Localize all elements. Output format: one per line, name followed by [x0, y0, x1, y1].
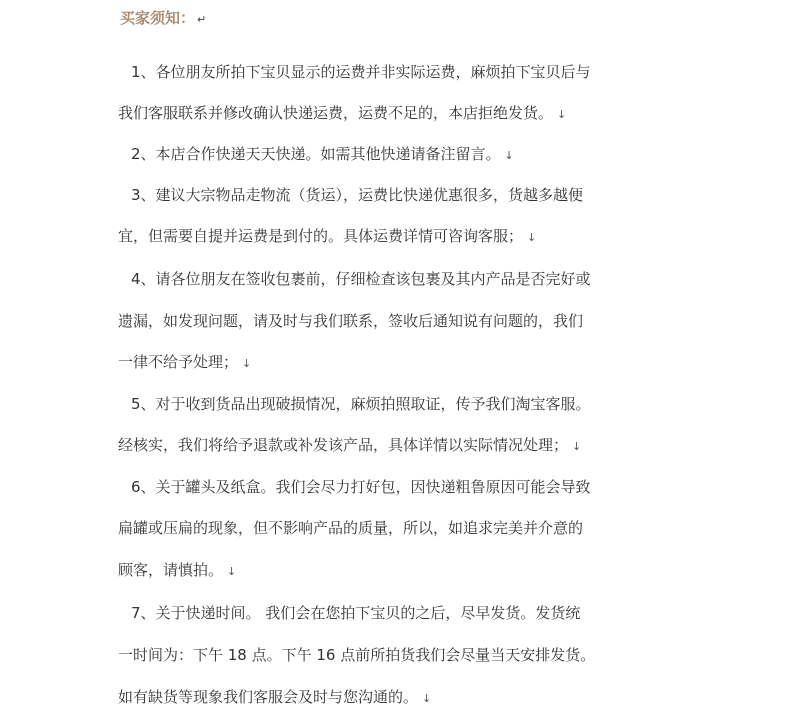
notice-line: [131, 477, 591, 497]
notice-line-text: 如有缺货等现象我们客服会及时与您沟通的。: [118, 688, 419, 706]
notice-line: [131, 62, 591, 82]
notice-line: [131, 603, 580, 623]
notice-line-text: 4、请各位朋友在签收包裹前，仔细检查该包裹及其内产品是否完好或: [131, 270, 591, 288]
line-break-mark: ↓: [227, 565, 237, 578]
notice-line-text: 一律不给予处理；: [118, 353, 239, 371]
notice-line: [131, 269, 591, 289]
notice-line-text: 扁罐或压扁的现象，但不影响产品的质量，所以，如追求完美并介意的: [118, 519, 584, 537]
notice-line-text: 顾客，请慎拍。: [118, 561, 224, 579]
notice-line: [118, 435, 581, 457]
notice-line-text: 5、对于收到货品出现破损情况，麻烦拍照取证，传予我们淘宝客服。: [131, 395, 591, 413]
notice-line-text: 宜，但需要自提并运费是到付的。具体运费详情可咨询客服；: [118, 227, 524, 245]
line-break-mark: ↓: [242, 357, 252, 370]
line-break-mark: ↓: [572, 440, 582, 453]
notice-line-text: 2、本店合作快递天天快递。如需其他快递请备注留言。: [131, 145, 501, 163]
notice-line-text: 3、建议大宗物品走物流（货运），运费比快递优惠很多，货越多越便: [131, 186, 584, 204]
notice-line: [131, 394, 591, 414]
notice-line: [131, 185, 583, 205]
line-break-mark: ↓: [557, 108, 567, 121]
notice-line: [118, 687, 431, 709]
line-break-mark: ↓: [422, 692, 432, 705]
notice-line-text: 经核实，我们将给予退款或补发该产品，具体详情以实际情况处理；: [118, 436, 569, 454]
notice-title: [120, 7, 206, 28]
notice-line: [118, 352, 251, 374]
notice-line: [118, 226, 536, 248]
notice-line-text: 1、各位朋友所拍下宝贝显示的运费并非实际运费，麻烦拍下宝贝后与: [131, 63, 591, 81]
notice-line-text: 我们客服联系并修改确认快递运费，运费不足的，本店拒绝发货。: [118, 104, 554, 122]
notice-line: [118, 311, 583, 331]
notice-line-text: 一时间为：下午 18 点。下午 16 点前所拍货我们会尽量当天安排发货。: [118, 646, 596, 664]
line-break-mark: ↓: [527, 231, 537, 244]
notice-line: [131, 144, 514, 166]
notice-line-text: 遗漏，如发现问题，请及时与我们联系，签收后通知说有问题的，我们: [118, 312, 584, 330]
notice-line: [118, 560, 236, 582]
notice-line-text: 6、关于罐头及纸盒。我们会尽力打好包，因快递粗鲁原因可能会导致: [131, 478, 591, 496]
notice-title-text: 买家须知：: [120, 9, 196, 27]
line-break-mark: ↓: [504, 149, 514, 162]
notice-line: [118, 518, 583, 538]
notice-line-text: 7、关于快递时间。 我们会在您拍下宝贝的之后，尽早发货。发货统: [131, 604, 581, 622]
return-mark: ↵: [197, 13, 207, 26]
notice-line: [118, 645, 595, 665]
notice-line: [118, 103, 566, 125]
